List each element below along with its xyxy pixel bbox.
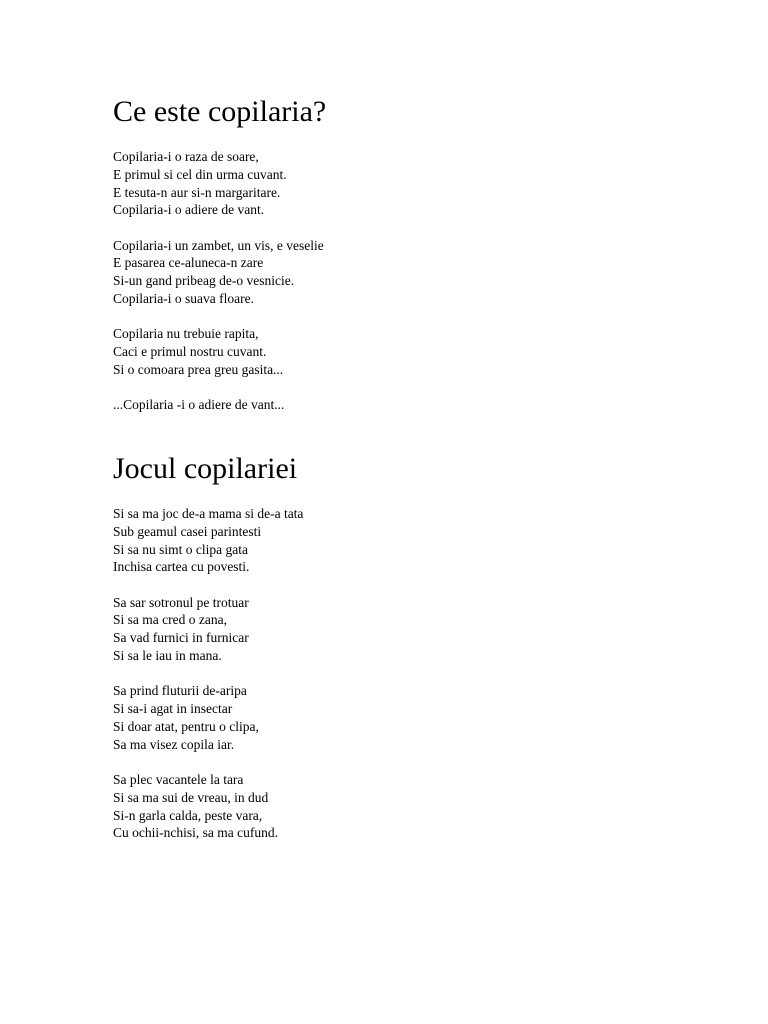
poem-line: ...Copilaria -i o adiere de vant... [113,397,285,413]
poem-line: Si sa le iau in mana. [113,648,222,664]
poem-line: Sa plec vacantele la tara [113,772,244,788]
poem-line: Copilaria-i o suava floare. [113,291,254,307]
stanza [113,682,303,753]
poem-body-jocul-copilariei [113,505,303,860]
poem-line: Si sa ma cred o zana, [113,612,227,628]
poem-line: Si sa ma joc de-a mama si de-a tata [113,506,304,521]
poem-line: Si sa nu simt o clipa gata [113,541,248,557]
stanza [113,148,324,219]
poem-line: E tesuta-n aur si-n margaritare. [113,184,281,200]
stanza [113,325,324,378]
poem-line: Si-n garla calda, peste vara, [113,807,263,823]
poem-line: Si sa-i agat in insectar [113,701,233,717]
poem-line: Copilaria nu trebuie rapita, [113,326,259,342]
stanza [113,237,324,308]
poem-line: Sa prind fluturii de-aripa [113,683,247,699]
poem-line: Cu ochii-nchisi, sa ma cufund. [113,825,278,841]
poem-title-jocul-copilariei: Jocul copilariei [113,452,298,485]
poem-title-ce-este-copilaria: Ce este copilaria? [113,95,327,128]
poem-line: Sa ma visez copila iar. [113,736,235,752]
stanza [113,594,303,665]
poem-line: Caci e primul nostru cuvant. [113,344,267,360]
poem-line: E primul si cel din urma cuvant. [113,166,287,182]
poem-line: Copilaria-i un zambet, un vis, e veselie [113,237,324,253]
poem-line: Sub geamul casei parintesti [113,523,262,539]
stanza [113,771,303,842]
poem-line: Si-un gand pribeag de-o vesnicie. [113,273,295,289]
stanza [113,505,303,576]
poem-line: Si sa ma sui de vreau, in dud [113,789,269,805]
poem-line: Sa sar sotronul pe trotuar [113,594,249,610]
poem-line: Si doar atat, pentru o clipa, [113,718,259,734]
poem-line: Sa vad furnici in furnicar [113,630,249,646]
stanza [113,396,324,414]
poem-line: Inchisa cartea cu povesti. [113,559,250,575]
poem-body-ce-este-copilaria [113,148,324,432]
poem-line: Si o comoara prea greu gasita... [113,361,284,377]
poem-line: Copilaria-i o raza de soare, [113,149,259,164]
poem-line: E pasarea ce-aluneca-n zare [113,255,264,271]
poem-line: Copilaria-i o adiere de vant. [113,202,265,218]
